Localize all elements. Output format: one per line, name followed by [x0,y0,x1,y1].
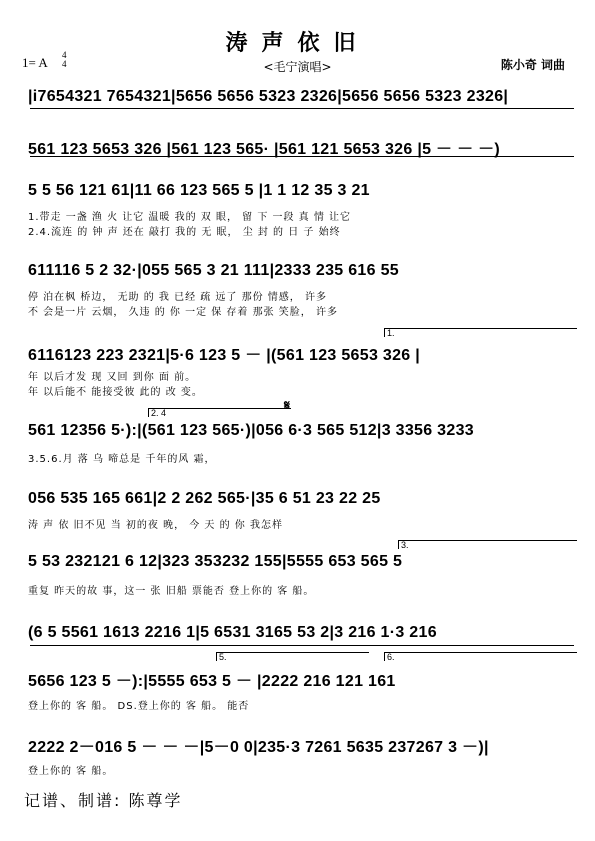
notes-line: 5 5 56 121 61|11 66 123 565 5 |1 1 12 35 3 21 [28,182,370,199]
time-top: 4 [62,50,67,60]
volta-1: 1. [384,328,577,337]
notes-line: 611116 5 2 32·|055 565 3 21 111|2333 235 616 55 [28,262,399,279]
notes-line: 5656 123 5 －):|5555 653 5 － |2222 216 121 161 [28,673,396,690]
lyrics-verse-1: 停 泊在枫 桥边， 无助 的 我 已经 疏 远了 那份 情感， 许多 [28,292,327,303]
score-title: 涛声依旧 [225,30,370,56]
lyrics-verse-2: 年 以后能不 能接受彼 此的 改 变。 [28,387,203,398]
notes-line: 6116123 223 2321|5·6 123 5 － |(561 123 5653 326 | [28,347,421,364]
notes-line: 5 53 232121 6 12|323 353232 155|5555 653 565 5 [28,553,403,570]
volta-5: 5. [216,652,369,661]
lyrics-verse-1: 3.5.6.月 落 乌 啼总是 千年的风 霜， [28,454,216,465]
segno-sign: 𝄋 [284,398,291,414]
lyrics-verse-1: 1.带走 一盏 渔 火 让它 温暖 我的 双 眼， 留 下 一段 真 情 让它 [28,212,352,223]
notes-line: 2222 2－016 5 － － －|5－0 0|235·3 7261 5635 237267 3 －)| [28,739,489,756]
notes-line: 561 123 5653 326 |561 123 565· |561 121 5653 326 |5 － － －) [28,141,501,158]
lyrics-verse-1: 涛 声 依 旧不见 当 初的夜 晚， 今 天 的 你 我怎样 [28,520,283,531]
notes-line: (6 5 5561 1613 2216 1|5 6531 3165 53 2|3 216 1·3 216 [28,624,437,641]
notes-line: 056 535 165 661|2 2 262 565·|35 6 51 23 22 25 [28,490,381,507]
beam-line [30,645,574,646]
time-signature [62,51,67,69]
composer: 陈小奇 词曲 [500,58,565,72]
lyrics-verse-1: 年 以后才发 现 又回 到你 面 前。 [28,372,197,383]
key-signature: 1= A [22,55,48,70]
lyrics-verse-2: 不 会是一片 云烟， 久违 的 你 一定 保 存着 那张 笑脸， 许多 [28,307,338,318]
lyrics-verse-1: 登上你的 客 船。 DS.登上你的 客 船。 能否 [28,701,250,712]
beam-line [30,108,574,109]
notes-line: 561 12356 5·):|(561 123 565·)|056 6·3 565 512|3 3356 3233 [28,422,474,439]
volta-3: 3. [398,540,577,549]
time-bottom: 4 [62,59,67,69]
beam-line [30,156,574,157]
notes-line: |i7654321 7654321|5656 5656 5323 2326|5656 5656 5323 2326| [28,88,509,105]
lyrics-verse-1: 登上你的 客 船。 [28,766,114,777]
transcription-credit: 记谱、制谱: 陈尊学 [24,791,183,810]
volta-6: 6. [384,652,577,661]
lyrics-verse-1: 重复 昨天的故 事，这一 张 旧船 票能否 登上你的 客 船。 [28,586,315,597]
lyrics-verse-2: 2.4.流连 的 钟 声 还在 敲打 我的 无 眠， 尘 封 的 日 子 始终 [28,227,341,238]
subtitle: <毛宁演唱> [263,60,332,74]
volta-2-4: 2. 4 [148,408,291,417]
